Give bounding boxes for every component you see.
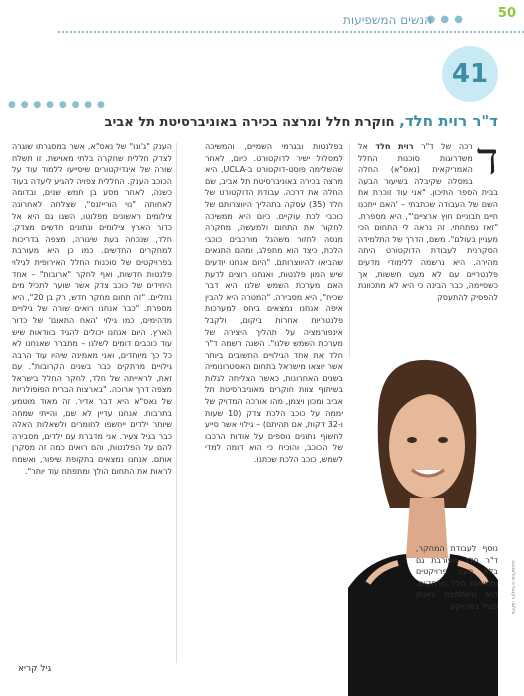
article-column-right — [358, 134, 498, 303]
section-title: הנשים המשפיעות — [343, 13, 432, 27]
column-text-right-bottom: נוסף לעבודת המחקר, ד"ר חלד מעורבת גם בלא מעט פרויקטים ומשימות חלל מרתקים. היא משתתפת באופן פעיל בפרויקט — [416, 544, 498, 611]
column-divider — [349, 143, 350, 363]
portrait-photo — [348, 358, 498, 696]
drop-cap: ד — [476, 134, 498, 185]
rank-badge — [442, 46, 498, 102]
rank-number: 41 — [451, 59, 489, 89]
face — [389, 394, 465, 498]
decorative-dots: ● ● ● ● ● ● ● ● — [8, 100, 106, 110]
photo-credit: צילום: ויקטוריה סולומונוב — [510, 560, 516, 615]
intro-text: רכה של ד"ר — [421, 142, 473, 151]
article-column-left — [12, 141, 172, 477]
column-text-middle: בפלנטות ובגרמי השמיים, והמשיכה למסלול ישיר לדוקטורט. כיום, לאחר שהשלימה פוסט-דוקטורט ב-UCLA, היא מרצה בכירה באוניברסיטת תל אביב, שם החלה את דרכה. עבודת הדוקטורט של חלד (35) עסקה בתהליך היווצרותם של כוכבי לכת עוקיים. כיום היא ממשיכה לחקור את התחום ולמעשה, מחקרה מנסה לחזור משהגל מורכבים כוכבי הלכת, כיצד הוא מתפלג, ומהם התנאים שהביאו להיווצרותם. "היום אנחנו יודעים שיש המון פלנטות, ואנחנו רוצים לדעת האם מערכת השמש שלנו היא דבר שכיח", היא מסבירה. "המטרה היא להבין איפה אנחנו נמצאים ביחס למערכות פלנטריות אחרות ביקום, ולקבל אינפורמציה על תהליך היצירה של מערכת השמש שלנו". השנה רשמה ד"ר חלד את אחד הגילויים החשובים ביותר אשר יוצאו מישראל בתחום האסטרונומיה בשנים האחרונות, כאשר הצליחה לגלות בשיתוף צוות חוקרים מאוניברסיטת תל אביב ומכון ויצמן, מהו אורכה המדויק של יממה על כוכב הלכת צדק (10 שעות ו-32 דקות, אם תהיתם) – גילוי אשר סייע לחשוף נתונים נוספים על אודות הרכבו של הכוכב, והוכיח כי הוא דומה למדי לשמש, כוכב הלכת שכתנו. — [205, 142, 344, 465]
byline: גיל קריא — [18, 664, 52, 674]
column-text-left: הענק "ג'ונו" של נאס"א, אשר במסגרתו שוגרה לצדק חללית שחקרה בלתי מאוישת. זו תשלח שורה של אינדיקטורים שיסייעו ללמוד עוד על הכוכב הענק. החללית צפויה להגיע ליעדה בעוד כשנה, לאחר מסע בן חמש שנים, ובדומה לאחותה "נוי הורייזנס", שצלחה לאחרונה צילומים ראשונים מפלוטו, השגו גם היא אל כדור הארץ צילומים ונתונים חדשים מצדק. חלד, שנכחה בעת שיגורה, מצפה בדריכות למחקרים החדשים. כמו כן היא מעורבת בפרויקטים של סוכנות החלל האירופית לגילוי פלנטות חדשות, ואף לחקר "ארובות" – אחד היחידים של כוכב צדק אשר שוער לתכיל מים נוזליים. "זה תחום מחקר חדש, רק בן 20", היא מספרת. "כבר אנחנו רואים שורה של גילויים מדהימים, כמו גילוי 'האח התאום' של כדור הארץ. היום אנחנו יכולים להגיד בוודאות שיש עוד כוכבים דומים לשלנו – מתברר שאנחנו לא כל כך מיוחדים, ואני מאמינה שיהיו עוד הרבה גילויים מרתקים כבר בשנים הקרובות". עם זאת, לראייתה של חלד, לחקר החלל בישראל מצפה דרך ארוכה. "בארצות הברית הפופולריות של נאס"א היא דבר אדיר. זה מאוד מוטמע בתרבות. אנחנו עדיין לא שם, והייתי שמחה שיותר ילדים ייחשפו לחומרים ולשאלות האלה כבר בגיל צעיר. אני מדברת עם ילדים, מסבירה להם על הפלנטות, והם רואים כמה זה מסקרן אותם. אנחנו נמצאים בתקופת שיפור, ואשמח לראות את התחום הולך ומתפתח עוד יותר". — [12, 142, 172, 476]
subject-name: רוית חלד — [375, 142, 414, 151]
header-dotted-rule — [58, 31, 524, 33]
column-divider — [176, 143, 177, 663]
column-text-right: אל משדרוגות סוכנות החלל האמריקאית (נאס"א) החלה במסלה שקיבלה בשיעור הבעה בבית הספר התיכון. "אני עוד זוכרת את השם של העבודה שכתבתי – 'האם ייתכנו חיים תבוניים חוץ ארציים'", היא מספרת. "זאז נפתחתי. זה נראה לי התחום הכי מעניין בעולם". משם, הדרך של התלמידה הסקרנית לעבודת הדוקטורט היתה מהירה. היא נרשמה ללימודי מדעים פלנטריים עם לא מעט חששות, אך כשסיימה, כבר הבינה כי היא לא מתכוונת להפסיק להתעסק — [358, 142, 498, 302]
article-column-middle — [205, 141, 343, 466]
page-number: 50 — [497, 6, 516, 21]
headline-subtitle: חוקרת חלל ומרצה בכירה באוניברסיטת תל אביב — [104, 115, 395, 130]
headline-name: ד"ר רוית חלד, — [399, 112, 498, 130]
section-dots: ● ● ● — [426, 14, 464, 25]
article-column-right-bottom — [416, 543, 498, 613]
article-headline — [38, 112, 498, 130]
portrait-illustration — [348, 358, 498, 696]
